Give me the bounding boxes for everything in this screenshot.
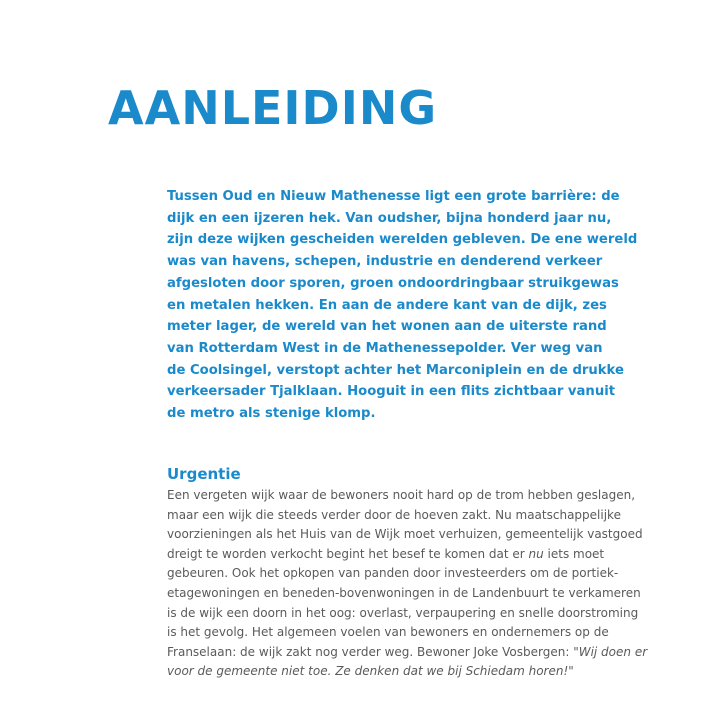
quote-text: "Wij doen er <box>573 644 648 659</box>
body-line: is de wijk een doorn in het oog: overlast, verpaupering en snelle doorstroming <box>167 605 639 620</box>
body-line: maar een wijk die steeds verder door de hoeven zakt. Nu maatschappelijke <box>167 507 621 522</box>
body-line: voorzieningen als het Huis van de Wijk moet verhuizen, gemeentelijk vastgoed <box>167 527 643 542</box>
body-text-fragment: dreigt te worden verkocht begint het besef te komen dat er <box>167 546 529 561</box>
intro-line: zijn deze wijken gescheiden werelden gebleven. De ene wereld <box>167 232 638 248</box>
body-line: Een vergeten wijk waar de bewoners nooit hard op de trom hebben geslagen, <box>167 488 636 502</box>
intro-line: en metalen hekken. En aan de andere kant van de dijk, zes <box>167 297 607 313</box>
body-line <box>167 643 667 663</box>
body-line: is het gevolg. Het algemeen voelen van bewoners en ondernemers op de <box>167 625 609 640</box>
intro-line: meter lager, de wereld van het wonen aan de uiterste rand <box>167 319 607 335</box>
page-title: AANLEIDING <box>108 81 438 135</box>
intro-line: was van havens, schepen, industrie en denderend verkeer <box>167 254 603 270</box>
emphasis-text: nu <box>528 546 544 561</box>
body-paragraph <box>167 486 667 682</box>
intro-line: van Rotterdam West in de Mathenessepolder. Ver weg van <box>167 340 603 356</box>
intro-line: de Coolsingel, verstopt achter het Marconiplein en de drukke <box>167 362 624 378</box>
intro-line: verkeersader Tjalklaan. Hooguit in een flits zichtbaar vanuit <box>167 384 616 400</box>
intro-paragraph <box>167 186 647 425</box>
quote-text: voor de gemeente niet toe. Ze denken dat we bij Schiedam horen!" <box>167 664 574 679</box>
body-text-fragment: iets moet <box>543 546 605 561</box>
section-heading-urgentie: Urgentie <box>167 465 241 483</box>
intro-line: de metro als stenige klomp. <box>167 406 376 422</box>
body-text-fragment: Franselaan: de wijk zakt nog verder weg. Bewoner Joke Vosbergen: <box>167 644 574 659</box>
intro-line: Tussen Oud en Nieuw Mathenesse ligt een grote barrière: de <box>167 189 620 204</box>
body-line: etagewoningen en beneden-bovenwoningen in de Landenbuurt te verkameren <box>167 585 641 600</box>
body-line: gebeuren. Ook het opkopen van panden door investeerders om de portiek- <box>167 566 619 581</box>
intro-line: dijk en een ijzeren hek. Van oudsher, bijna honderd jaar nu, <box>167 210 612 226</box>
body-line <box>167 662 667 682</box>
body-line <box>167 545 667 565</box>
intro-line: afgesloten door sporen, groen ondoordringbaar struikgewas <box>167 275 619 291</box>
